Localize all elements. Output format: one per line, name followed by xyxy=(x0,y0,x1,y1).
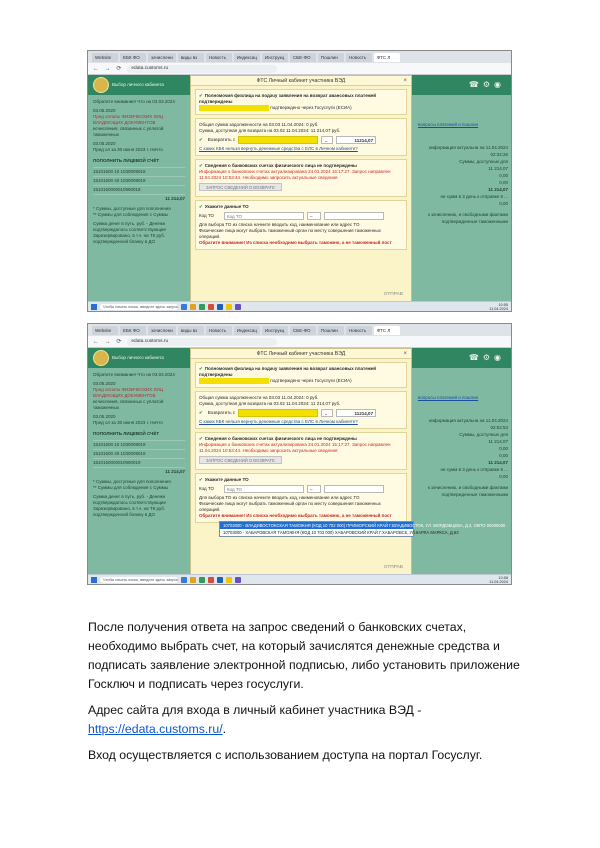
browser-nav-arrows-icon: ← → ⟳ xyxy=(93,66,124,72)
check-icon: ✔ xyxy=(199,163,203,169)
instruction-text xyxy=(88,618,528,772)
taskbar-date: 11.04.2024 xyxy=(489,580,508,584)
browser-tab[interactable]: Новость xyxy=(206,326,232,335)
send-button[interactable]: ОТПРАВ xyxy=(383,292,403,297)
left-note: подтвержденной бланку в ДО xyxy=(93,512,155,517)
browser-tab[interactable]: СБЕ-ФО xyxy=(290,326,316,335)
left-line: Пред ол за 30 июня 2023 г. Ничто xyxy=(93,147,163,152)
right-value: 0,00 xyxy=(499,201,508,206)
taskbar-app-icon[interactable] xyxy=(190,577,196,583)
left-note: * Суммы, доступные для пополнения xyxy=(93,206,171,211)
modal-title xyxy=(191,76,411,86)
browser-address-bar xyxy=(88,336,511,348)
taskbar-app-icon[interactable] xyxy=(181,577,187,583)
right-line: к зачислению, и свободными фактами xyxy=(427,212,508,217)
taskbar-app-icon[interactable] xyxy=(208,577,214,583)
screenshot-before-selection xyxy=(87,50,512,312)
refund-row xyxy=(199,136,403,144)
header-user-icons: ☎⚙◉ xyxy=(468,353,505,362)
browser-tab[interactable]: Новость xyxy=(346,326,372,335)
bank-request-button[interactable]: ЗАПРОС СВЕДЕНИЙ О ВОЗВРАТЕ xyxy=(199,456,282,464)
header-caption: Выбор личного кабинета xyxy=(112,355,164,360)
debt-line: Общая сумма задолженности на 03.03 11.04.2024: 0 руб. xyxy=(199,122,319,128)
right-line: Суммы, доступные для xyxy=(459,432,508,437)
chevron-down-icon[interactable]: ⌄ xyxy=(321,136,333,144)
account-row: 15101500 10 1030009019 xyxy=(93,167,185,176)
taskbar-app-icon[interactable] xyxy=(226,577,232,583)
taskbar-app-icon[interactable] xyxy=(217,577,223,583)
account-select[interactable] xyxy=(238,409,318,417)
authority-heading: Полномочия физлица на подачу заявления на возврат авансовых платежей подтверждены xyxy=(199,366,377,377)
right-column xyxy=(418,394,508,498)
right-total: 11 214,07 xyxy=(488,460,508,465)
login-paragraph: Вход осуществляется с использованием доступа на портал Госуслуг. xyxy=(88,748,483,762)
customs-heading: Укажите данные ТО xyxy=(204,204,249,210)
browser-tab[interactable]: зачислени xyxy=(148,53,176,62)
customs-hint: Физические лица могут выбрать таможенный орган по месту совершения таможенных операций. xyxy=(199,228,381,240)
browser-tab[interactable]: Website xyxy=(92,326,118,335)
taskbar-clock xyxy=(489,576,508,584)
customs-name-field[interactable] xyxy=(324,485,384,493)
right-column xyxy=(418,121,508,225)
check-icon: ✔ xyxy=(199,93,203,98)
refund-modal xyxy=(190,75,412,303)
windows-start-icon[interactable] xyxy=(91,577,97,583)
browser-address-bar xyxy=(88,63,511,75)
browser-url-field[interactable]: edata.customs.ru xyxy=(127,338,277,346)
instruction-paragraph: После получения ответа на запрос сведений о банковских счетах, необходимо выбрать счет, на который зачислятся денежные средства и подписать заявление электронной подписью, либо установить приложение Госключ и подписать через госуслуги. xyxy=(88,620,520,691)
windows-start-icon[interactable] xyxy=(91,304,97,310)
top-up-account-button[interactable]: ПОПОЛНИТЬ ЛИЦЕВОЙ СЧЁТ xyxy=(93,431,160,436)
header-caption: Выбор личного кабинета xyxy=(112,82,164,87)
browser-tab[interactable]: виды вз xyxy=(178,326,204,335)
check-icon: ✔ xyxy=(199,204,203,210)
taskbar-app-icon[interactable] xyxy=(199,304,205,310)
authority-text: подтверждено через Госуслуги (ЕСИА) xyxy=(270,378,352,384)
customs-code-label: Код ТО xyxy=(199,213,214,219)
right-value: 0,00 xyxy=(499,453,508,458)
customs-code-row xyxy=(199,485,403,493)
browser-tab[interactable]: ЕБК ФО xyxy=(120,326,146,335)
customs-heading: Укажите данные ТО xyxy=(204,477,249,483)
bank-heading: Сведения о банковских счетах физического лица не подтверждены xyxy=(204,163,357,169)
authority-section xyxy=(195,89,407,115)
check-icon: ✔ xyxy=(199,436,203,442)
account-row: 1510150000010990019 xyxy=(93,185,185,194)
account-row: 15101500 10 1030009019 xyxy=(93,440,185,449)
authority-section xyxy=(195,362,407,388)
account-row: 1510150000010990019 xyxy=(93,458,185,467)
bank-info-text: Информация о банковских счетах актуализирована 24.01.2024 15:17:27. Запрос направлен 11.04.2024 10:53:44. Необходимо запросить актуальные сведения xyxy=(199,169,391,181)
customs-code-row xyxy=(199,212,403,220)
left-line: 03.05.2020 xyxy=(93,108,116,113)
top-up-account-button[interactable]: ПОПОЛНИТЬ ЛИЦЕВОЙ СЧЁТ xyxy=(93,158,160,163)
left-column xyxy=(93,99,185,245)
customs-emblem-icon xyxy=(93,350,109,366)
taskbar-app-icon[interactable] xyxy=(199,577,205,583)
taskbar-app-icon[interactable] xyxy=(217,304,223,310)
left-note: Зарезервировано, в т.ч. на ТК руб. xyxy=(93,233,166,238)
taskbar-time: 10:55 xyxy=(498,303,508,307)
left-line: 03.05.2020 xyxy=(93,141,116,146)
taskbar-app-icon[interactable] xyxy=(208,304,214,310)
browser-tab[interactable]: Пошлин xyxy=(318,53,344,62)
available-line: Сумма, доступная для возврата на 03.02 11.04.2024: 11 214,07 руб. xyxy=(199,401,341,407)
left-line: Обратите внимание! Что на 03.03.2024 xyxy=(93,372,175,377)
left-note: подтверждалось соответствующие xyxy=(93,227,166,232)
customs-office-dropdown[interactable] xyxy=(219,521,506,537)
bank-accounts-section xyxy=(195,432,407,470)
right-line: подтвержденные таможенными xyxy=(441,492,508,497)
dropdown-option[interactable]: 10703000 - ХАБАРОВСКАЯ ТАМОЖНЯ (КОД 10 703 000) ХАБАРОВСКИЙ КРАЙ Г.ХАБАРОВСК, УЛ.КАРЛА МАРКСА, Д.63 xyxy=(223,530,459,535)
right-line: информация актуальна на 11.04.2024 02:32:26 xyxy=(428,145,508,157)
left-line: Обратите внимание! Что на 03.03.2024 xyxy=(93,99,175,104)
modal-title xyxy=(191,349,411,359)
left-line: исчисления, связанных с уплатой таможенных xyxy=(93,399,164,410)
customs-office-section xyxy=(195,200,407,250)
left-note: Зарезервировано, в т.ч. на ТК руб. xyxy=(93,506,166,511)
account-select[interactable] xyxy=(238,136,318,144)
amount-section xyxy=(195,391,407,429)
customs-office-section xyxy=(195,473,407,523)
dash-icon: – xyxy=(307,485,321,493)
left-line: Пред оплаты ФИЗИЧЕСКИХ ЛИЦ ВЛАДЕЮЩИХ ДОКУМЕНТОВ xyxy=(93,114,164,125)
browser-tab[interactable]: Website xyxy=(92,53,118,62)
payments-link[interactable]: вопросы платежей и пошлин xyxy=(418,122,479,127)
right-total: 11 214,07 xyxy=(488,187,508,192)
browser-tab[interactable]: Индексац xyxy=(234,326,260,335)
check-icon: ✔ xyxy=(199,477,203,483)
customs-emblem-icon xyxy=(93,77,109,93)
redacted-highlight xyxy=(199,105,269,111)
bank-heading: Сведения о банковских счетах физического лица не подтверждены xyxy=(204,436,357,442)
authority-text: подтверждено через Госуслуги (ЕСИА) xyxy=(270,105,352,111)
left-note: Сумма денег в путь. руб. - Денежн xyxy=(93,221,166,226)
account-list xyxy=(93,167,185,203)
refund-label: Возвратить с xyxy=(207,410,236,416)
browser-nav-arrows-icon: ← → ⟳ xyxy=(93,339,124,345)
account-total: 11 214,07 xyxy=(93,194,185,203)
windows-taskbar xyxy=(88,574,511,584)
kbk-help-link[interactable]: С каких КБК нельзя вернуть денежные средства с ЕЛС в Личном кабинете? xyxy=(199,419,358,425)
available-line: Сумма, доступная для возврата на 03.02 11.04.2024: 11 214,07 руб. xyxy=(199,128,341,134)
modal-title-text: ФТС Личный кабинет участника ВЭД xyxy=(256,78,346,84)
browser-tab[interactable]: зачислени xyxy=(148,326,176,335)
refund-amount-input[interactable]: 11214,07 xyxy=(336,409,376,417)
right-line: Суммы, доступные для xyxy=(459,159,508,164)
browser-tab-strip xyxy=(88,324,511,336)
refund-label: Возвратить с xyxy=(207,137,236,143)
browser-tab[interactable]: ФТС Л xyxy=(374,326,400,335)
right-line: не сумм в 3 день к отправке 6 ... xyxy=(440,194,508,199)
browser-tab[interactable]: Новость xyxy=(346,53,372,62)
right-line: подтвержденные таможенными xyxy=(441,219,508,224)
site-address-suffix: . xyxy=(222,722,227,736)
left-line: Пред оплаты ФИЗИЧЕСКИХ ЛИЦ ВЛАДЕЮЩИХ ДОКУМЕНТОВ xyxy=(93,387,164,398)
bank-info-text: Информация о банковских счетах актуализирована 24.01.2024 15:17:27. Запрос направлен 11.04.2024 10:53:44. Необходимо запросить актуальные сведения xyxy=(199,442,391,454)
right-value: 0,00 xyxy=(499,446,508,451)
right-line: к зачислению, и свободными фактами xyxy=(427,485,508,490)
bank-accounts-section xyxy=(195,159,407,197)
amount-section xyxy=(195,118,407,156)
close-icon[interactable]: × xyxy=(403,78,407,84)
right-value: 0,00 xyxy=(499,474,508,479)
check-icon: ✔ xyxy=(199,410,203,416)
customs-code-label: Код ТО xyxy=(199,486,214,492)
customs-warning: Обратите внимание! Из списка необходимо выбрать таможню, а не таможенный пост xyxy=(199,240,392,246)
screenshot-customs-dropdown xyxy=(87,323,512,585)
close-icon[interactable]: × xyxy=(403,351,407,357)
taskbar-app-icon[interactable] xyxy=(181,304,187,310)
browser-tab[interactable]: ЕБК ФО xyxy=(120,53,146,62)
browser-tab[interactable]: виды вз xyxy=(178,53,204,62)
taskbar-search-input[interactable]: Чтобы начать поиск, введите здесь запрос xyxy=(100,304,178,310)
browser-tab[interactable]: Инструкц xyxy=(262,53,288,62)
left-note: * Суммы, доступные для пополнения xyxy=(93,479,171,484)
left-note: ** Суммы для соблюдения с Суммы xyxy=(93,485,169,490)
left-note: подтвержденной бланку в ДО xyxy=(93,239,155,244)
right-value: 11 214,07 xyxy=(488,166,508,171)
check-icon: ✔ xyxy=(199,137,203,143)
left-line: исчисления, связанных с уплатой таможенных xyxy=(93,126,164,137)
left-column xyxy=(93,372,185,518)
right-value: 0,00 xyxy=(499,173,508,178)
kbk-help-link[interactable]: С каких КБК нельзя вернуть денежные средства с ЕЛС в Личном кабинете? xyxy=(199,146,358,152)
left-note: подтверждалось соответствующие xyxy=(93,500,166,505)
left-line: Пред ол за 30 июня 2023 г. Ничто xyxy=(93,420,163,425)
browser-tab[interactable]: Инструкц xyxy=(262,326,288,335)
check-icon: ✔ xyxy=(199,366,203,371)
customs-hint: Физические лица могут выбрать таможенный орган по месту совершения таможенных операций. xyxy=(199,501,381,513)
customs-code-input[interactable]: Код ТО xyxy=(224,485,304,493)
left-note: Сумма денег в путь. руб. - Денежн xyxy=(93,494,166,499)
account-list xyxy=(93,440,185,476)
modal-title-text: ФТС Личный кабинет участника ВЭД xyxy=(256,351,346,357)
taskbar-app-icon[interactable] xyxy=(190,304,196,310)
taskbar-app-icon[interactable] xyxy=(226,304,232,310)
site-address-link[interactable]: https://edata.customs.ru/ xyxy=(88,722,223,736)
account-total: 11 214,07 xyxy=(93,467,185,476)
right-line: информация актуальна на 11.04.2024 02:52:53 xyxy=(428,418,508,430)
right-value: 11 214,07 xyxy=(488,439,508,444)
windows-taskbar xyxy=(88,301,511,311)
dropdown-option[interactable]: 10702000 - ВЛАДИВОСТОКСКАЯ ТАМОЖНЯ (КОД 10 702 000) ПРИМОРСКИЙ КРАЙ Г.ВЛАДИВОСТОК, УЛ. МОРДОВЦЕВА, Д.3, ОКПО 00000000 xyxy=(220,522,413,529)
browser-tab[interactable]: Новость xyxy=(206,53,232,62)
customs-hint: Для выбора ТО из списка начните вводить код, наименование или адрес ТО xyxy=(199,495,360,501)
taskbar-app-icon[interactable] xyxy=(235,577,241,583)
right-line: не сумм в 3 день к отправке 6 ... xyxy=(440,467,508,472)
taskbar-app-icon[interactable] xyxy=(235,304,241,310)
bank-request-button[interactable]: ЗАПРОС СВЕДЕНИЙ О ВОЗВРАТЕ xyxy=(199,183,282,191)
account-row: 15101500 40 1030009019 xyxy=(93,176,185,185)
customs-name-field[interactable] xyxy=(324,212,384,220)
customs-code-input[interactable]: Код ТО xyxy=(224,212,304,220)
right-value: 0,00 xyxy=(499,180,508,185)
browser-tab-strip xyxy=(88,51,511,63)
customs-warning: Обратите внимание! Из списка необходимо выбрать таможню, а не таможенный пост xyxy=(199,513,392,519)
browser-tab[interactable]: СБЕ-ФО xyxy=(290,53,316,62)
taskbar-clock xyxy=(489,303,508,311)
chevron-down-icon[interactable]: ⌄ xyxy=(321,409,333,417)
left-line: 03.05.2020 xyxy=(93,414,116,419)
browser-tab[interactable]: Индексац xyxy=(234,53,260,62)
taskbar-time: 10:58 xyxy=(498,576,508,580)
send-button[interactable]: ОТПРАВ xyxy=(383,565,403,570)
browser-tab[interactable]: ФТС Л xyxy=(374,53,400,62)
taskbar-search-input[interactable]: Чтобы начать поиск, введите здесь запрос xyxy=(100,577,178,583)
site-address-paragraph xyxy=(88,701,528,739)
site-address-prefix: Адрес сайта для входа в личный кабинет участника ВЭД - xyxy=(88,703,422,717)
left-line: 03.05.2020 xyxy=(93,381,116,386)
refund-amount-input[interactable]: 11214,07 xyxy=(336,136,376,144)
dash-icon: – xyxy=(307,212,321,220)
customs-hint: Для выбора ТО из списка начните вводить код, наименование или адрес ТО xyxy=(199,222,360,228)
payments-link[interactable]: вопросы платежей и пошлин xyxy=(418,395,479,400)
refund-row xyxy=(199,409,403,417)
debt-line: Общая сумма задолженности на 03.03 11.04.2024: 0 руб. xyxy=(199,395,319,401)
header-user-icons: ☎⚙◉ xyxy=(468,80,505,89)
account-row: 15101500 40 1030009019 xyxy=(93,449,185,458)
taskbar-date: 11.04.2024 xyxy=(489,307,508,311)
left-note: ** Суммы для соблюдения с Суммы xyxy=(93,212,169,217)
browser-url-field[interactable]: edata.customs.ru xyxy=(127,65,277,73)
authority-heading: Полномочия физлица на подачу заявления на возврат авансовых платежей подтверждены xyxy=(199,93,377,104)
redacted-highlight xyxy=(199,378,269,384)
browser-tab[interactable]: Пошлин xyxy=(318,326,344,335)
